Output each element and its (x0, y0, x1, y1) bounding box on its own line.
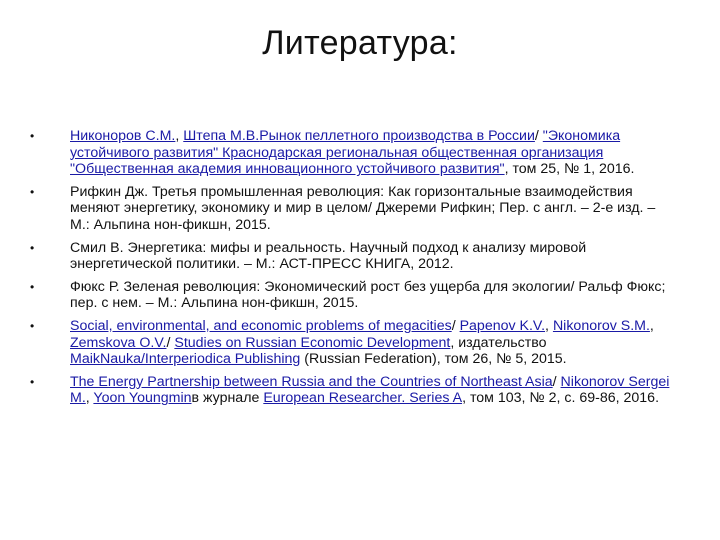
reference-text: в журнале (191, 390, 264, 407)
reference-link[interactable]: Никоноров С.М. (70, 128, 176, 144)
reference-link[interactable]: Штепа М.В. (183, 128, 260, 144)
reference-text: / (166, 334, 175, 351)
reference-text: , том 25, № 1, 2016. (504, 161, 635, 178)
reference-text: Фюкс Р. Зеленая революция: Экономический рост без ущерба для экологии/ Ральф Фюкс; пер. с нем. – М.: Альпина нон-фикшн, 2015. (70, 278, 666, 312)
reference-link[interactable]: Рынок пеллетного производства в России (259, 128, 535, 144)
reference-item (30, 128, 670, 178)
reference-link[interactable]: "Экономика устойчивого развития" Краснодарская региональная общественная организация "Общественная академия инновационного устойчивого развития" (70, 128, 621, 178)
reference-link[interactable]: European Researcher. Series A (263, 390, 463, 407)
reference-text: Рифкин Дж. Третья промышленная революция: Как горизонтальные взаимодействия меняют энергетику, экономику и мир в целом/ Джереми Рифкин; Пер. с англ. – 2-е изд. – М.: Альпина нон-фикшн, 2015. (70, 183, 656, 233)
reference-list (30, 128, 670, 413)
bullet-icon: • (30, 129, 35, 143)
reference-link[interactable]: The Energy Partnership between Russia and the Countries of Northeast Asia (70, 373, 553, 390)
reference-link[interactable]: Nikonorov S.M. (552, 317, 650, 334)
bullet-icon: • (30, 240, 35, 255)
reference-link[interactable]: Nikonorov Sergei M. (70, 373, 670, 407)
reference-link[interactable]: Studies on Russian Economic Development (174, 334, 451, 351)
reference-item (30, 318, 670, 368)
reference-text: Смил В. Энергетика: мифы и реальность. Научный подход к анализу мировой энергетической политики. – М.: АСТ-ПРЕСС КНИГА, 2012. (70, 239, 587, 273)
reference-text: / (534, 128, 543, 144)
reference-item (30, 240, 670, 273)
reference-link[interactable]: MaikNauka/Interperiodica Publishing (70, 351, 301, 368)
reference-text: , (545, 317, 553, 334)
reference-item (30, 374, 670, 407)
reference-text: , (85, 390, 94, 407)
bullet-icon: • (30, 374, 35, 389)
reference-text: , (649, 317, 654, 334)
reference-link[interactable]: Papenov K.V. (459, 317, 546, 334)
reference-text: / (552, 373, 561, 390)
reference-item (30, 279, 670, 312)
reference-text: , (175, 128, 184, 144)
page-title: Литература: (262, 24, 458, 62)
reference-text: (Russian Federation), том 26, № 5, 2015. (300, 351, 567, 368)
reference-text: , том 103, № 2, с. 69-86, 2016. (462, 390, 660, 407)
bullet-icon: • (30, 279, 35, 294)
reference-text: , издательство (450, 334, 547, 351)
reference-link[interactable]: Social, environmental, and economic problems of megacities (70, 317, 452, 334)
reference-link[interactable]: Yoon Youngmin (93, 390, 192, 407)
bullet-icon: • (30, 184, 35, 199)
reference-text: / (451, 317, 460, 334)
reference-item (30, 184, 670, 234)
reference-link[interactable]: Zemskova O.V. (70, 334, 167, 351)
bullet-icon: • (30, 318, 35, 333)
